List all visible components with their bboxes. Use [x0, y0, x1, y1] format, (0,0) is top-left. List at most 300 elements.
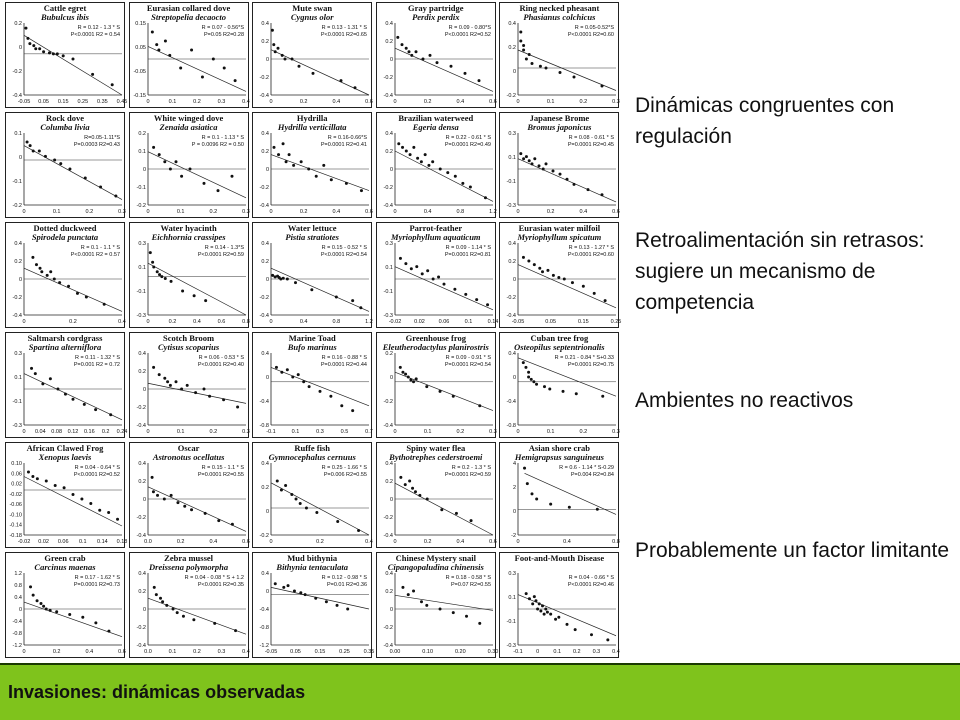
regression-line [518, 595, 616, 636]
x-tick-label: 0.2 [176, 539, 185, 545]
data-point [67, 285, 70, 288]
data-point [308, 385, 311, 388]
y-tick-label: 0.4 [261, 571, 270, 577]
scatter-plot [500, 443, 620, 549]
regression-stats: P<0.0001 R2=0.52 [444, 32, 491, 38]
scatter-panel [5, 332, 128, 438]
regression-stats: P<0.0001 R2 = 0.57 [70, 252, 120, 258]
x-tick-label: 0.3 [612, 99, 621, 105]
y-tick-label: 0.15 [134, 21, 146, 27]
data-point [94, 621, 97, 624]
scatter-panel [376, 2, 496, 108]
y-tick-label: -0.2 [136, 203, 146, 209]
x-tick-label: 0.4 [118, 319, 126, 325]
data-point [307, 168, 310, 171]
y-tick-label: 0.1 [508, 595, 517, 601]
data-point [530, 378, 533, 381]
scatter-panel [499, 332, 619, 438]
data-point [528, 597, 531, 600]
scatter-plot [377, 3, 497, 109]
x-tick-label: 0 [393, 99, 397, 105]
scatter-panel [499, 112, 619, 218]
regression-line [271, 587, 369, 609]
data-point [534, 157, 537, 160]
data-point [35, 263, 38, 266]
data-point [99, 186, 102, 189]
y-tick-label: -0.8 [259, 625, 270, 631]
regression-stats: P=0.0001 R2=0.49 [444, 142, 491, 148]
x-tick-label: 0.25 [77, 99, 89, 105]
scatter-panel [252, 112, 372, 218]
y-tick-label: 0.2 [261, 259, 270, 265]
data-point [288, 153, 291, 156]
x-tick-label: 0.4 [456, 99, 464, 105]
data-point [527, 371, 530, 374]
y-tick-label: 0.4 [261, 241, 270, 247]
data-point [24, 27, 27, 30]
data-point [36, 599, 39, 602]
data-point [559, 71, 562, 74]
x-tick-label: 0.0 [143, 649, 152, 655]
x-tick-label: 0 [146, 209, 150, 215]
data-point [169, 494, 172, 497]
data-point [552, 274, 555, 277]
data-point [522, 256, 525, 259]
scatter-panel [499, 442, 619, 548]
x-tick-label: 0.2 [300, 99, 308, 105]
data-point [45, 608, 48, 611]
data-point [282, 586, 285, 589]
scatter-panel [129, 222, 249, 328]
y-tick-label: 0.1 [14, 375, 22, 381]
panel-title: Eurasian collared dove [146, 3, 231, 13]
data-point [295, 498, 298, 501]
y-tick-label: 0 [142, 607, 146, 613]
panel-species-name: Streptopelia decaocto [151, 12, 227, 22]
scatter-plot [377, 333, 497, 439]
x-tick-label: 0 [393, 539, 397, 545]
regression-stats: P=0.0001 R2=0.54 [444, 362, 491, 368]
data-point [525, 58, 528, 61]
y-tick-label: -0.3 [136, 313, 146, 319]
x-tick-label: 0.15 [314, 649, 326, 655]
data-point [179, 67, 182, 70]
scatter-plot [130, 443, 250, 549]
data-point [42, 605, 45, 608]
data-point [401, 371, 404, 374]
x-tick-label: 0.6 [217, 319, 225, 325]
panel-species-name: Spirodela punctata [31, 232, 99, 242]
data-point [478, 622, 481, 625]
data-point [103, 303, 106, 306]
x-tick-label: 0 [22, 429, 26, 435]
y-tick-label: 0 [389, 375, 393, 381]
data-point [98, 509, 101, 512]
panel-title: Japanese Brome [529, 113, 590, 123]
data-point [528, 53, 531, 56]
data-point [400, 43, 403, 46]
data-point [192, 294, 195, 297]
data-point [52, 52, 55, 55]
data-point [107, 511, 110, 514]
regression-stats: R = 0.09 - 0.91 * S [445, 355, 491, 361]
data-point [150, 31, 153, 34]
regression-stats: P=0.0001 R2=0.55 [197, 472, 244, 478]
panel-title: Dotted duckweed [33, 223, 97, 233]
y-tick-label: 0.4 [261, 461, 270, 467]
data-point [216, 189, 219, 192]
x-tick-label: 0 [536, 649, 540, 655]
data-point [190, 508, 193, 511]
data-point [64, 393, 67, 396]
scatter-panel [129, 2, 249, 108]
data-point [152, 586, 155, 589]
data-point [284, 484, 287, 487]
x-tick-label: 0.2 [85, 209, 94, 215]
data-point [160, 275, 163, 278]
panel-title: Marine Toad [288, 333, 336, 343]
data-point [416, 157, 419, 160]
y-tick-label: -0.2 [136, 625, 146, 631]
y-tick-label: -0.2 [259, 185, 270, 191]
scatter-plot [6, 3, 126, 109]
x-tick-label: 0.4 [563, 539, 572, 545]
regression-stats: P=0.0001 R2=0.45 [568, 142, 615, 148]
x-tick-label: 0.2 [101, 429, 110, 435]
regression-line [518, 265, 616, 308]
y-tick-label: 0.3 [508, 131, 517, 137]
y-tick-label: -0.2 [136, 405, 146, 411]
regression-stats: R = 0.16-0.66*S [327, 135, 368, 141]
regression-line [24, 146, 122, 200]
panel-species-name: Hydrilla verticillata [277, 122, 347, 132]
data-point [291, 376, 294, 379]
regression-stats: P=0.05 R2=0.28 [203, 32, 244, 38]
data-point [533, 380, 536, 383]
data-point [542, 168, 545, 171]
data-point [116, 518, 119, 521]
regression-stats: P<0.0001 R2 = 0.54 [70, 32, 120, 38]
regression-stats: R = 0.25 - 1.66 * S [321, 465, 368, 471]
data-point [319, 390, 322, 393]
data-point [208, 395, 211, 398]
regression-stats: P=0.0003 R2=0.43 [73, 142, 120, 148]
data-point [56, 388, 59, 391]
x-tick-label: 0.1 [291, 429, 300, 435]
note-limiting-factor: Probablemente un factor limitante [635, 539, 950, 562]
data-point [452, 395, 455, 398]
x-tick-label: 0.6 [365, 209, 374, 215]
y-tick-label: 0 [266, 375, 270, 381]
data-point [155, 43, 158, 46]
data-point [465, 615, 468, 618]
y-tick-label: -0.4 [506, 399, 517, 405]
x-tick-label: 0.15 [57, 99, 69, 105]
regression-stats: R = 0.1 - 1.13 * S [201, 135, 244, 141]
scatter-panel [5, 2, 128, 108]
x-tick-label: -0.1 [513, 649, 524, 655]
y-tick-label: -0.15 [133, 93, 146, 99]
regression-line [148, 383, 246, 403]
y-tick-label: -0.4 [136, 533, 146, 539]
data-point [574, 628, 577, 631]
y-tick-label: 0 [389, 167, 393, 173]
x-tick-label: 0.25 [339, 649, 351, 655]
data-point [475, 298, 478, 301]
data-point [404, 47, 407, 50]
x-tick-label: 0.6 [241, 539, 250, 545]
data-point [412, 380, 415, 383]
data-point [152, 490, 155, 493]
regression-stats: R = 0.6 - 1.14 * S-0.29 [559, 465, 615, 471]
y-tick-label: 0.4 [385, 571, 393, 577]
x-tick-label: 0 [269, 539, 273, 545]
scatter-plot [500, 223, 620, 329]
data-point [410, 54, 413, 57]
data-point [192, 618, 195, 621]
panel-title: Hydrilla [296, 113, 328, 123]
footer-bar [0, 663, 960, 720]
x-tick-label: 0.2 [168, 319, 176, 325]
panel-title: Mute swan [292, 3, 333, 13]
panel-title: Rock dove [45, 113, 84, 123]
y-tick-label: 0 [389, 57, 393, 63]
regression-stats: P<0.0001 R2=0.60 [568, 32, 615, 38]
scatter-plot [500, 333, 620, 439]
regression-line [395, 48, 493, 91]
data-point [34, 47, 37, 50]
data-point [185, 384, 188, 387]
data-point [163, 377, 166, 380]
panel-title: Chinese Mystery snail [395, 553, 476, 563]
y-tick-label: -0.8 [12, 631, 22, 637]
y-tick-label: 0.2 [508, 45, 517, 51]
data-point [396, 36, 399, 39]
data-point [59, 162, 62, 165]
y-tick-label: 0.2 [261, 39, 270, 45]
y-tick-label: -0.4 [259, 607, 270, 613]
scatter-plot [130, 223, 250, 329]
data-point [425, 498, 428, 501]
x-tick-label: 0.2 [579, 99, 588, 105]
data-point [322, 164, 325, 167]
data-point [180, 175, 183, 178]
scatter-plot [130, 113, 250, 219]
y-tick-label: 0.4 [14, 595, 22, 601]
y-tick-label: -0.4 [383, 423, 393, 429]
data-point [437, 275, 440, 278]
data-point [190, 49, 193, 52]
y-tick-label: 0 [266, 509, 270, 515]
y-tick-label: 0 [513, 277, 517, 283]
data-point [531, 62, 534, 65]
regression-stats: P=0.0001 R2=0.41 [321, 142, 368, 148]
y-tick-label: 0.02 [11, 481, 22, 488]
regression-line [271, 155, 369, 191]
y-tick-label: 0.4 [508, 241, 517, 247]
y-tick-label: -0.8 [506, 423, 517, 429]
data-point [297, 373, 300, 376]
data-point [550, 613, 553, 616]
data-point [157, 373, 160, 376]
y-tick-label: 0 [18, 155, 22, 161]
data-point [538, 602, 541, 605]
data-point [407, 50, 410, 53]
regression-stats: P=0.07 R2=0.55 [450, 582, 491, 588]
scatter-plot [500, 113, 620, 219]
x-tick-label: 0.15 [578, 319, 590, 325]
y-tick-label: -0.2 [383, 185, 393, 191]
y-tick-label: 0 [266, 589, 270, 595]
data-point [148, 251, 151, 254]
y-tick-label: -0.4 [383, 203, 393, 209]
data-point [164, 40, 167, 43]
data-point [428, 54, 431, 57]
regression-stats: R = 0.09 - 1.14 * S [445, 245, 491, 251]
data-point [539, 267, 542, 270]
y-tick-label: -0.1 [12, 179, 22, 185]
data-point [438, 608, 441, 611]
panel-species-name: Gymnocephalus cernuus [268, 452, 356, 462]
data-point [414, 377, 417, 380]
data-point [412, 590, 415, 593]
data-point [29, 144, 32, 147]
x-tick-label: 0.8 [612, 539, 621, 545]
data-point [287, 584, 290, 587]
data-point [182, 615, 185, 618]
regression-line [271, 367, 369, 405]
data-point [525, 592, 528, 595]
regression-stats: R = 0.12 - 0.98 * S [321, 575, 368, 581]
x-tick-label: 0.02 [413, 319, 425, 325]
y-tick-label: -0.10 [9, 512, 22, 519]
data-point [55, 610, 58, 613]
y-tick-label: 0.06 [11, 471, 22, 478]
y-tick-label: -0.4 [12, 313, 22, 319]
y-tick-label: -0.4 [259, 399, 270, 405]
y-tick-label: 0.1 [137, 265, 146, 271]
data-point [202, 182, 205, 185]
x-tick-label: 0.2 [423, 99, 432, 105]
data-point [53, 278, 56, 281]
x-tick-label: 0.1 [176, 429, 185, 435]
data-point [431, 160, 434, 163]
data-point [151, 261, 154, 264]
x-tick-label: -0.05 [17, 99, 31, 105]
data-point [357, 529, 360, 532]
scatter-plot [253, 443, 373, 549]
data-point [26, 141, 29, 144]
regression-stats: R = 0.11 - 1.32 * S [75, 355, 120, 361]
x-tick-label: 0.3 [217, 649, 225, 655]
scatter-plot [6, 553, 126, 659]
data-point [180, 388, 183, 391]
data-point [590, 633, 593, 636]
data-point [32, 150, 35, 153]
data-point [412, 146, 415, 149]
y-tick-label: -0.4 [259, 313, 270, 319]
data-point [536, 498, 539, 501]
x-tick-label: 0.4 [365, 539, 374, 545]
y-tick-label: -0.14 [9, 522, 22, 529]
data-point [435, 61, 438, 64]
scatter-plot [253, 3, 373, 109]
y-tick-label: 0.4 [137, 461, 146, 467]
panel-species-name: Bithynia tentaculata [276, 562, 348, 572]
x-tick-label: 0.12 [67, 429, 79, 435]
y-tick-label: 0.3 [14, 351, 22, 357]
scatter-panel [376, 112, 496, 218]
x-tick-label: 0.2 [423, 539, 432, 545]
y-tick-label: 0.2 [137, 479, 146, 485]
data-point [527, 376, 530, 379]
y-tick-label: -0.2 [506, 295, 517, 301]
y-tick-label: -0.05 [133, 69, 146, 75]
x-tick-label: 0.06 [438, 319, 450, 325]
data-point [311, 288, 314, 291]
y-tick-label: 0.4 [385, 131, 393, 137]
y-tick-label: 0 [18, 607, 22, 613]
data-point [230, 523, 233, 526]
y-tick-label: 0 [513, 375, 517, 381]
data-point [163, 160, 166, 163]
panel-title: Oscar [177, 443, 200, 453]
data-point [531, 162, 534, 165]
data-point [469, 519, 472, 522]
panel-species-name: Hemigrapsus sanguineus [514, 452, 604, 462]
y-tick-label: -0.4 [136, 423, 146, 429]
y-tick-label: -0.2 [136, 515, 146, 521]
regression-stats: P=0.0001 R2=0.59 [444, 472, 491, 478]
data-point [80, 498, 83, 501]
data-point [28, 42, 31, 45]
y-tick-label: -0.1 [383, 289, 393, 295]
x-tick-label: 0.20 [454, 649, 466, 655]
data-point [438, 390, 441, 393]
data-point [312, 72, 315, 75]
panel-title: Gray partridge [408, 3, 464, 13]
data-point [401, 586, 404, 589]
x-tick-label: 0.05 [290, 649, 302, 655]
x-tick-label: 0.4 [332, 99, 341, 105]
data-point [571, 281, 574, 284]
scatter-plot-grid [4, 0, 622, 660]
data-point [545, 608, 548, 611]
x-tick-label: 0.8 [332, 319, 341, 325]
data-point [44, 155, 47, 158]
data-point [573, 76, 576, 79]
y-tick-label: 0.1 [385, 265, 393, 271]
data-point [159, 597, 162, 600]
data-point [152, 266, 155, 269]
x-tick-label: 0 [22, 209, 26, 215]
x-tick-label: 1.2 [365, 319, 374, 325]
y-tick-label: 0.8 [14, 583, 22, 589]
data-point [282, 142, 285, 145]
data-point [415, 265, 418, 268]
regression-line [395, 595, 493, 610]
panel-title: Saltmarsh cordgrass [27, 333, 103, 343]
data-point [354, 86, 357, 89]
data-point [455, 512, 458, 515]
x-tick-label: -0.1 [266, 429, 276, 435]
y-tick-label: 0.2 [137, 131, 146, 137]
data-point [176, 501, 179, 504]
y-tick-label: -0.1 [136, 289, 146, 295]
data-point [298, 65, 301, 68]
x-tick-label: 0.2 [579, 429, 588, 435]
regression-stats: R = 0.04 - 0.66 * S [568, 575, 615, 581]
